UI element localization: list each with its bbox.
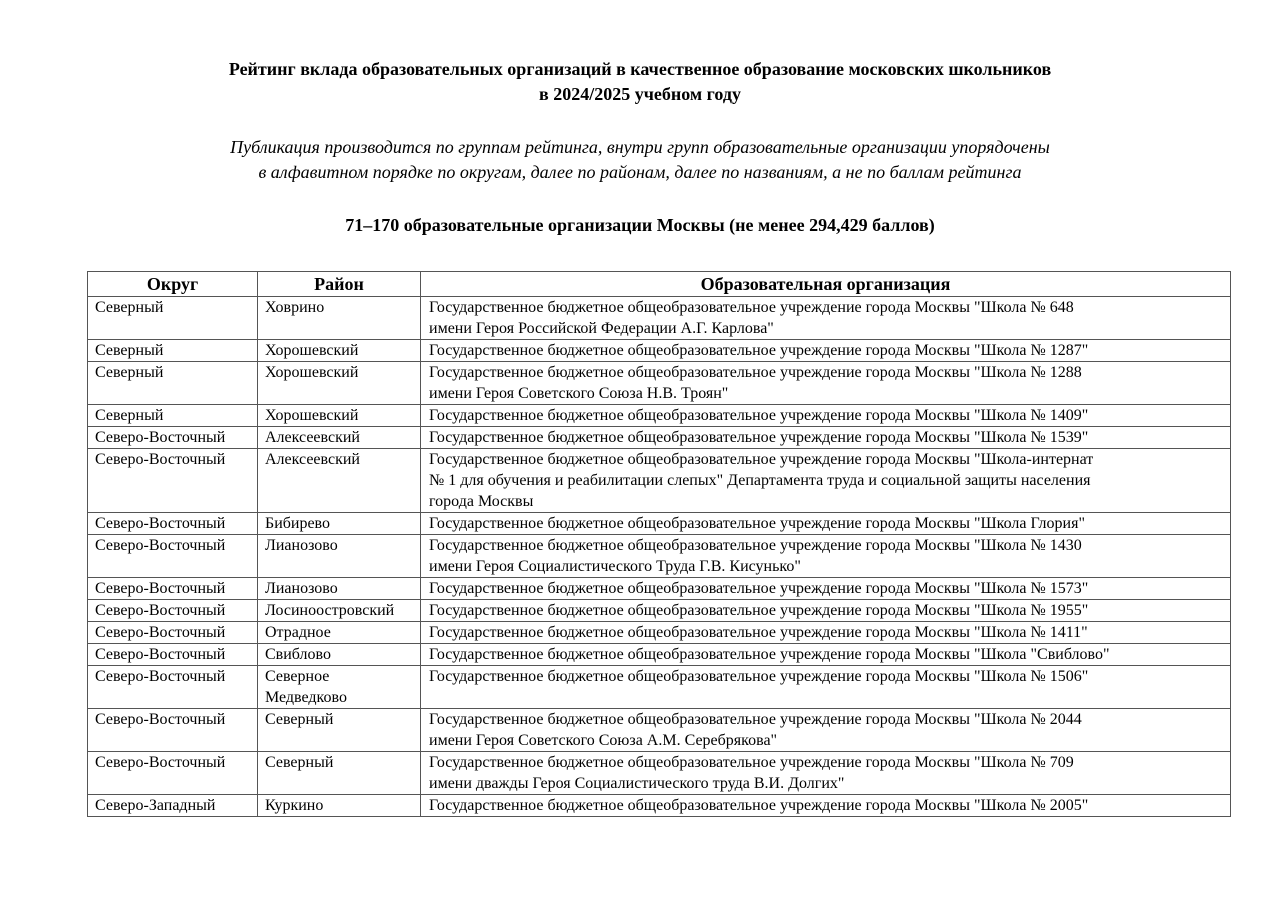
cell-org (421, 362, 1231, 405)
cell-okrug: Северный (88, 340, 258, 362)
cell-rayon (258, 752, 421, 795)
cell-rayon (258, 427, 421, 449)
cell-rayon (258, 795, 421, 817)
cell-org (421, 666, 1231, 709)
cell-rayon-line: Свиблово (265, 646, 331, 663)
cell-org (421, 340, 1231, 362)
cell-okrug: Северо-Восточный (88, 427, 258, 449)
cell-org (421, 578, 1231, 600)
header-okrug: Округ (88, 272, 258, 297)
table-row (88, 362, 1231, 405)
title-line: Рейтинг вклада образовательных организаций в качественное образование московских школьников (228, 59, 1052, 79)
cell-okrug: Северо-Восточный (88, 535, 258, 578)
table-row (88, 795, 1231, 817)
cell-okrug: Северо-Восточный (88, 709, 258, 752)
table-row (88, 449, 1231, 513)
cell-rayon (258, 513, 421, 535)
cell-rayon (258, 600, 421, 622)
cell-rayon-line: Бибирево (265, 515, 330, 532)
cell-rayon (258, 362, 421, 405)
cell-rayon (258, 297, 421, 340)
table-row (88, 578, 1231, 600)
cell-rayon-line: Хорошевский (265, 342, 359, 359)
header-rayon: Район (258, 272, 421, 297)
cell-org (421, 600, 1231, 622)
cell-org (421, 405, 1231, 427)
subtitle-line: в алфавитном порядке по округам, далее по районам, далее по названиям, а не по баллам рейтинга (258, 162, 1022, 182)
cell-rayon-line: Северный (265, 711, 334, 728)
cell-rayon-line: Медведково (265, 689, 347, 706)
cell-okrug: Северо-Западный (88, 795, 258, 817)
title-line: в 2024/2025 учебном году (539, 84, 741, 104)
cell-rayon-line: Ховрино (265, 299, 325, 316)
cell-org (421, 622, 1231, 644)
cell-rayon-line: Лианозово (265, 537, 338, 554)
cell-rayon (258, 535, 421, 578)
cell-org (421, 535, 1231, 578)
cell-rayon-line: Алексеевский (265, 451, 360, 468)
cell-okrug: Северо-Восточный (88, 666, 258, 709)
cell-rayon (258, 405, 421, 427)
cell-rayon-line: Хорошевский (265, 364, 359, 381)
document-title (0, 57, 1280, 107)
table-row (88, 340, 1231, 362)
cell-rayon-line: Куркино (265, 797, 324, 814)
cell-org (421, 795, 1231, 817)
cell-rayon-line: Северный (265, 754, 334, 771)
cell-rayon-line: Алексеевский (265, 429, 360, 446)
group-heading: 71–170 образовательные организации Москвы (не менее 294,429 баллов) (345, 215, 935, 235)
cell-org-line: города Москвы (429, 493, 534, 510)
cell-rayon-line: Хорошевский (265, 407, 359, 424)
cell-org-line: Государственное бюджетное общеобразовательное учреждение города Москвы "Школа "Свиблово" (429, 646, 1110, 663)
cell-rayon (258, 644, 421, 666)
cell-rayon-line: Лианозово (265, 580, 338, 597)
table-row (88, 535, 1231, 578)
cell-org (421, 709, 1231, 752)
document-subtitle (0, 135, 1280, 185)
cell-rayon-line: Северное (265, 668, 330, 685)
cell-okrug: Северный (88, 362, 258, 405)
table-row (88, 513, 1231, 535)
table-row (88, 427, 1231, 449)
cell-org-line: имени Героя Социалистического Труда Г.В. Кисунько" (429, 558, 801, 575)
subtitle-line: Публикация производится по группам рейтинга, внутри групп образовательные организации упорядочены (230, 137, 1050, 157)
table-row (88, 405, 1231, 427)
table-row (88, 709, 1231, 752)
header-org: Образовательная организация (421, 272, 1231, 297)
table-row (88, 297, 1231, 340)
cell-org-line: Государственное бюджетное общеобразовательное учреждение города Москвы "Школа № 1506" (429, 668, 1089, 685)
cell-org-line: Государственное бюджетное общеобразовательное учреждение города Москвы "Школа № 2005" (429, 797, 1089, 814)
cell-org-line: Государственное бюджетное общеобразовательное учреждение города Москвы "Школа № 709 (429, 754, 1074, 771)
cell-org-line: Государственное бюджетное общеобразовательное учреждение города Москвы "Школа № 1573" (429, 580, 1089, 597)
cell-org (421, 644, 1231, 666)
cell-org-line: № 1 для обучения и реабилитации слепых" Департамента труда и социальной защиты населения (429, 472, 1091, 489)
cell-okrug: Северо-Восточный (88, 644, 258, 666)
cell-org-line: Государственное бюджетное общеобразовательное учреждение города Москвы "Школа № 1409" (429, 407, 1089, 424)
cell-org-line: имени Героя Российской Федерации А.Г. Карлова" (429, 320, 774, 337)
cell-rayon (258, 622, 421, 644)
cell-org-line: Государственное бюджетное общеобразовательное учреждение города Москвы "Школа № 1430 (429, 537, 1082, 554)
cell-org-line: имени Героя Советского Союза А.М. Серебрякова" (429, 732, 778, 749)
rating-table (87, 271, 1231, 817)
cell-org-line: имени Героя Советского Союза Н.В. Троян" (429, 385, 729, 402)
cell-okrug: Северный (88, 405, 258, 427)
cell-org-line: имени дважды Героя Социалистического труда В.И. Долгих" (429, 775, 845, 792)
cell-org (421, 752, 1231, 795)
cell-okrug: Северо-Восточный (88, 513, 258, 535)
cell-org-line: Государственное бюджетное общеобразовательное учреждение города Москвы "Школа № 1411" (429, 624, 1088, 641)
cell-rayon-line: Отрадное (265, 624, 331, 641)
table-header-row (88, 272, 1231, 297)
table-row (88, 666, 1231, 709)
table-row (88, 622, 1231, 644)
cell-org-line: Государственное бюджетное общеобразовательное учреждение города Москвы "Школа Глория" (429, 515, 1085, 532)
table-row (88, 752, 1231, 795)
cell-org-line: Государственное бюджетное общеобразовательное учреждение города Москвы "Школа № 1955" (429, 602, 1089, 619)
cell-org-line: Государственное бюджетное общеобразовательное учреждение города Москвы "Школа № 1288 (429, 364, 1082, 381)
cell-org (421, 297, 1231, 340)
cell-okrug: Северо-Восточный (88, 622, 258, 644)
table-row (88, 644, 1231, 666)
cell-rayon (258, 449, 421, 513)
table-body (88, 297, 1231, 817)
cell-org (421, 449, 1231, 513)
cell-okrug: Северо-Восточный (88, 578, 258, 600)
cell-org-line: Государственное бюджетное общеобразовательное учреждение города Москвы "Школа № 1287" (429, 342, 1089, 359)
table-row (88, 600, 1231, 622)
cell-org-line: Государственное бюджетное общеобразовательное учреждение города Москвы "Школа № 1539" (429, 429, 1089, 446)
cell-okrug: Северный (88, 297, 258, 340)
cell-okrug: Северо-Восточный (88, 449, 258, 513)
cell-rayon (258, 666, 421, 709)
cell-okrug: Северо-Восточный (88, 752, 258, 795)
cell-rayon (258, 340, 421, 362)
cell-rayon-line: Лосиноостровский (265, 602, 395, 619)
cell-org (421, 427, 1231, 449)
cell-org-line: Государственное бюджетное общеобразовательное учреждение города Москвы "Школа-интернат (429, 451, 1094, 468)
cell-org-line: Государственное бюджетное общеобразовательное учреждение города Москвы "Школа № 2044 (429, 711, 1082, 728)
cell-org-line: Государственное бюджетное общеобразовательное учреждение города Москвы "Школа № 648 (429, 299, 1074, 316)
cell-rayon (258, 578, 421, 600)
cell-org (421, 513, 1231, 535)
cell-rayon (258, 709, 421, 752)
cell-okrug: Северо-Восточный (88, 600, 258, 622)
